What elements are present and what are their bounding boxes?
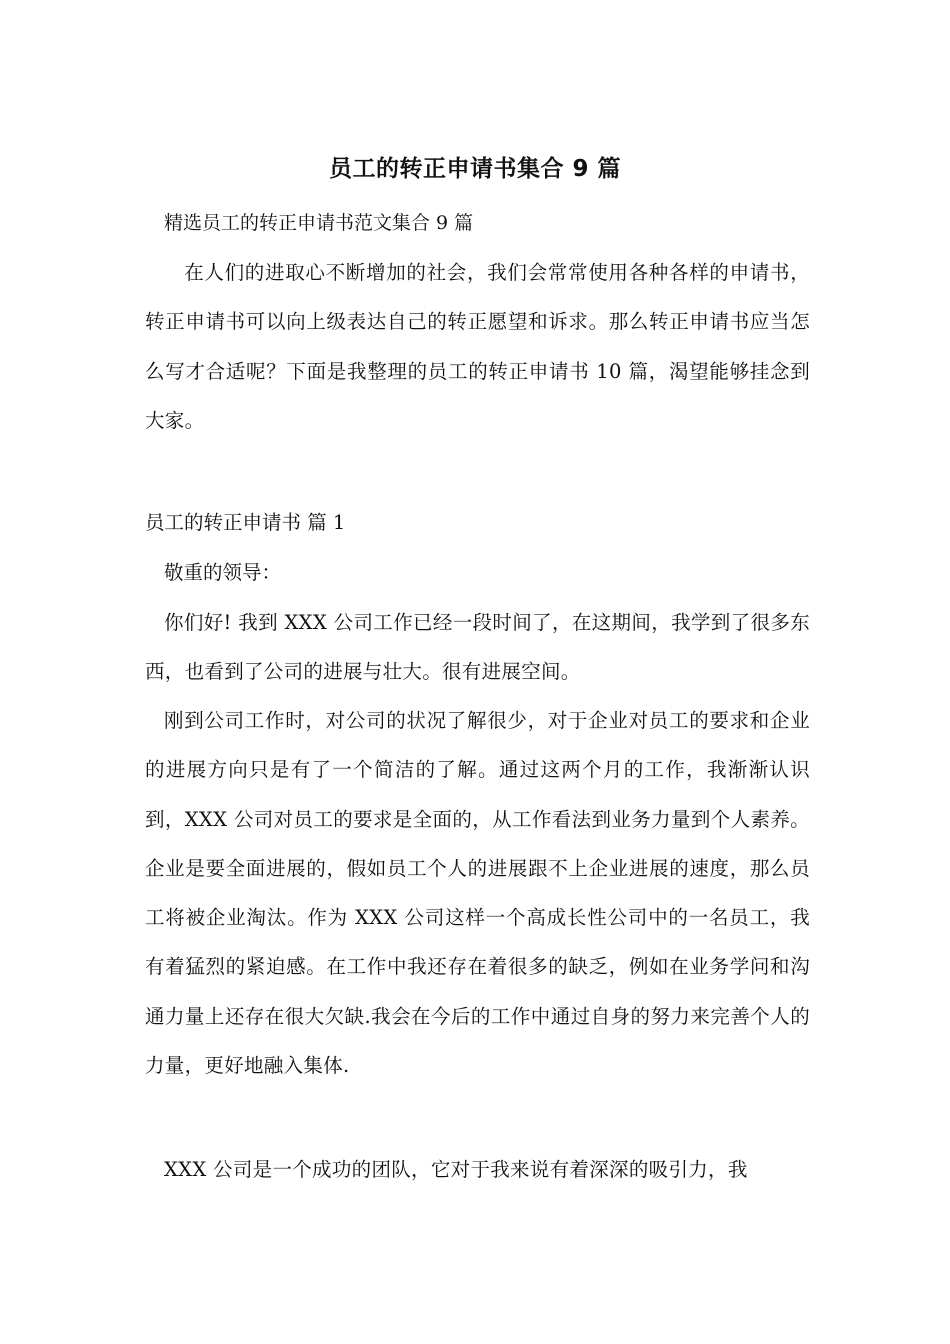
intro-paragraph: 在人们的进取心不断增加的社会，我们会常常使用各种各样的申请书，转正申请书可以向上级表达自己的转正愿望和诉求。那么转正申请书应当怎么写才合适呢？下面是我整理的员工的转正申请书 10 篇，渴望能够挂念到大家。 (145, 261, 810, 432)
section-heading: 员工的转正申请书 篇 1 (145, 511, 346, 534)
document-subtitle: 精选员工的转正申请书范文集合 9 篇 (164, 212, 474, 234)
body-paragraph: 刚到公司工作时，对公司的状况了解很少，对于企业对员工的要求和企业的进展方向只是有了一个简洁的了解。通过这两个月的工作，我渐渐认识到，XXX 公司对员工的要求是全面的，从工作看法到业务力量到个人素养。企业是要全面进展的，假如员工个人的进展跟不上企业进展的速度，那么员工将被企业淘汰。作为 XXX 公司这样一个高成长性公司中的一名员工，我有着猛烈的紧迫感。在工作中我还存在着很多的缺乏，例如在业务学问和沟通力量上还存在很大欠缺.我会在今后的工作中通过自身的努力来完善个人的力量，更好地融入集体. (145, 709, 810, 1078)
body-paragraph: 你们好! 我到 XXX 公司工作已经一段时间了，在这期间，我学到了很多东西，也看到了公司的进展与壮大。很有进展空间。 (145, 611, 810, 684)
document-title: 员工的转正申请书集合 9 篇 (328, 156, 622, 182)
greeting: 敬重的领导： (164, 561, 282, 584)
body-paragraph: XXX 公司是一个成功的团队，它对于我来说有着深深的吸引力，我 (164, 1158, 748, 1181)
